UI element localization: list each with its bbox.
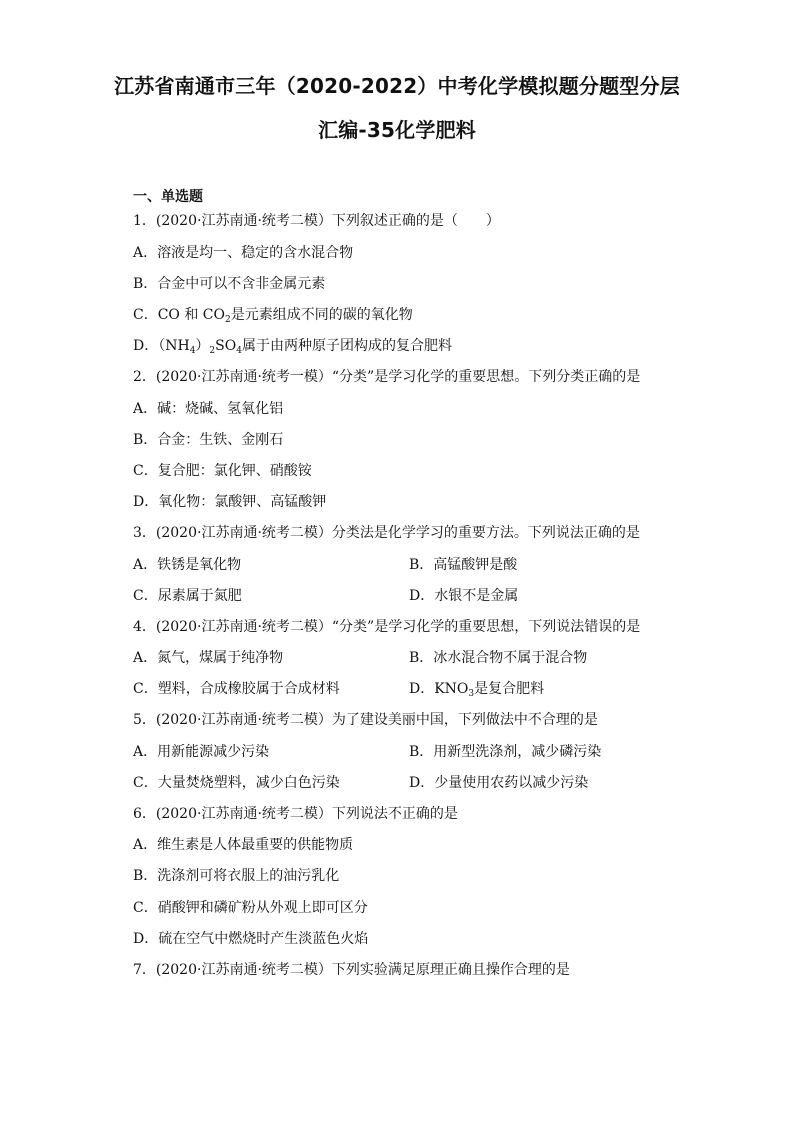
q4d-text-pre: D．KNO <box>409 681 469 697</box>
question-5-option-d: D．少量使用农药以减少污染 <box>409 775 589 791</box>
question-2-stem: 2．(2020·江苏南通·统考一模）“分类”是学习化学的重要思想。下列分类正确的是 <box>133 369 641 385</box>
question-4-option-d <box>409 680 544 703</box>
q1d-subscript-1: 4 <box>189 346 196 356</box>
question-5-stem: 5．(2020·江苏南通·统考二模）为了建设美丽中国，下列做法中不合理的是 <box>133 712 598 728</box>
question-5-option-a: A．用新能源减少污染 <box>133 744 270 760</box>
question-2-option-b: B．合金：生铁、金刚石 <box>133 432 284 448</box>
question-3-stem: 3．(2020·江苏南通·统考二模）分类法是化学学习的重要方法。下列说法正确的是 <box>133 525 640 541</box>
question-2-option-d: D．氧化物：氯酸钾、高锰酸钾 <box>133 494 327 510</box>
question-5-option-c: C．大量焚烧塑料，减少白色污染 <box>133 775 340 791</box>
question-1-option-d <box>133 337 452 360</box>
document-title-line-1: 江苏省南通市三年（2020-2022）中考化学模拟题分题型分层 <box>114 74 680 98</box>
question-3-option-c: C．尿素属于氮肥 <box>133 588 242 604</box>
question-1-stem: 1．(2020·江苏南通·统考二模）下列叙述正确的是（ ） <box>133 213 500 229</box>
q1d-text-pre: D．（NH <box>133 338 190 354</box>
question-6-option-a: A．维生素是人体最重要的供能物质 <box>133 837 354 853</box>
question-6-stem: 6．(2020·江苏南通·统考二模）下列说法不正确的是 <box>133 806 458 822</box>
q1d-text-mid2: SO <box>215 338 237 354</box>
q1d-text-post: 属于由两种原子团构成的复合肥料 <box>241 338 452 354</box>
q4d-subscript: 3 <box>468 689 475 699</box>
question-3-option-d: D．水银不是金属 <box>409 588 519 604</box>
question-6-option-d: D．硫在空气中燃烧时产生淡蓝色火焰 <box>133 931 369 947</box>
q1c-text-post: 是元素组成不同的碳的氧化物 <box>230 307 413 323</box>
question-6-option-c: C．硝酸钾和磷矿粉从外观上即可区分 <box>133 900 368 916</box>
q4d-text-post: 是复合肥料 <box>474 681 545 697</box>
question-2-option-a: A．碱：烧碱、氢氧化铝 <box>133 401 284 417</box>
q1d-subscript-3: 4 <box>236 346 242 356</box>
question-4-option-c: C．塑料，合成橡胶属于合成材料 <box>133 681 340 697</box>
question-5-option-b: B．用新型洗涤剂，减少磷污染 <box>409 744 602 760</box>
question-6-option-b: B．洗涤剂可将衣服上的油污乳化 <box>133 868 340 884</box>
q1d-subscript-2: 2 <box>209 346 216 356</box>
question-3-option-b: B．高锰酸钾是酸 <box>409 557 518 573</box>
question-7-stem: 7．(2020·江苏南通·统考二模）下列实验满足原理正确且操作合理的是 <box>133 962 570 978</box>
q1d-text-mid: ） <box>195 338 210 354</box>
section-heading: 一、单选题 <box>133 189 203 205</box>
question-4-stem: 4．(2020·江苏南通·统考二模）“分类”是学习化学的重要思想，下列说法错误的是 <box>133 619 641 635</box>
question-1-option-c <box>133 306 413 329</box>
question-4-option-a: A．氮气，煤属于纯净物 <box>133 650 284 666</box>
q1c-text-pre: C．CO 和 CO <box>133 307 225 323</box>
document-title-line-2: 汇编-35化学肥料 <box>318 118 476 142</box>
question-1-option-a: A．溶液是均一、稳定的含水混合物 <box>133 245 354 261</box>
question-3-option-a: A．铁锈是氧化物 <box>133 557 242 573</box>
question-4-option-b: B．冰水混合物不属于混合物 <box>409 650 588 666</box>
question-1-option-b: B．合金中可以不含非金属元素 <box>133 276 326 292</box>
q1c-subscript: 2 <box>225 315 231 325</box>
question-2-option-c: C．复合肥：氯化钾、硝酸铵 <box>133 463 312 479</box>
